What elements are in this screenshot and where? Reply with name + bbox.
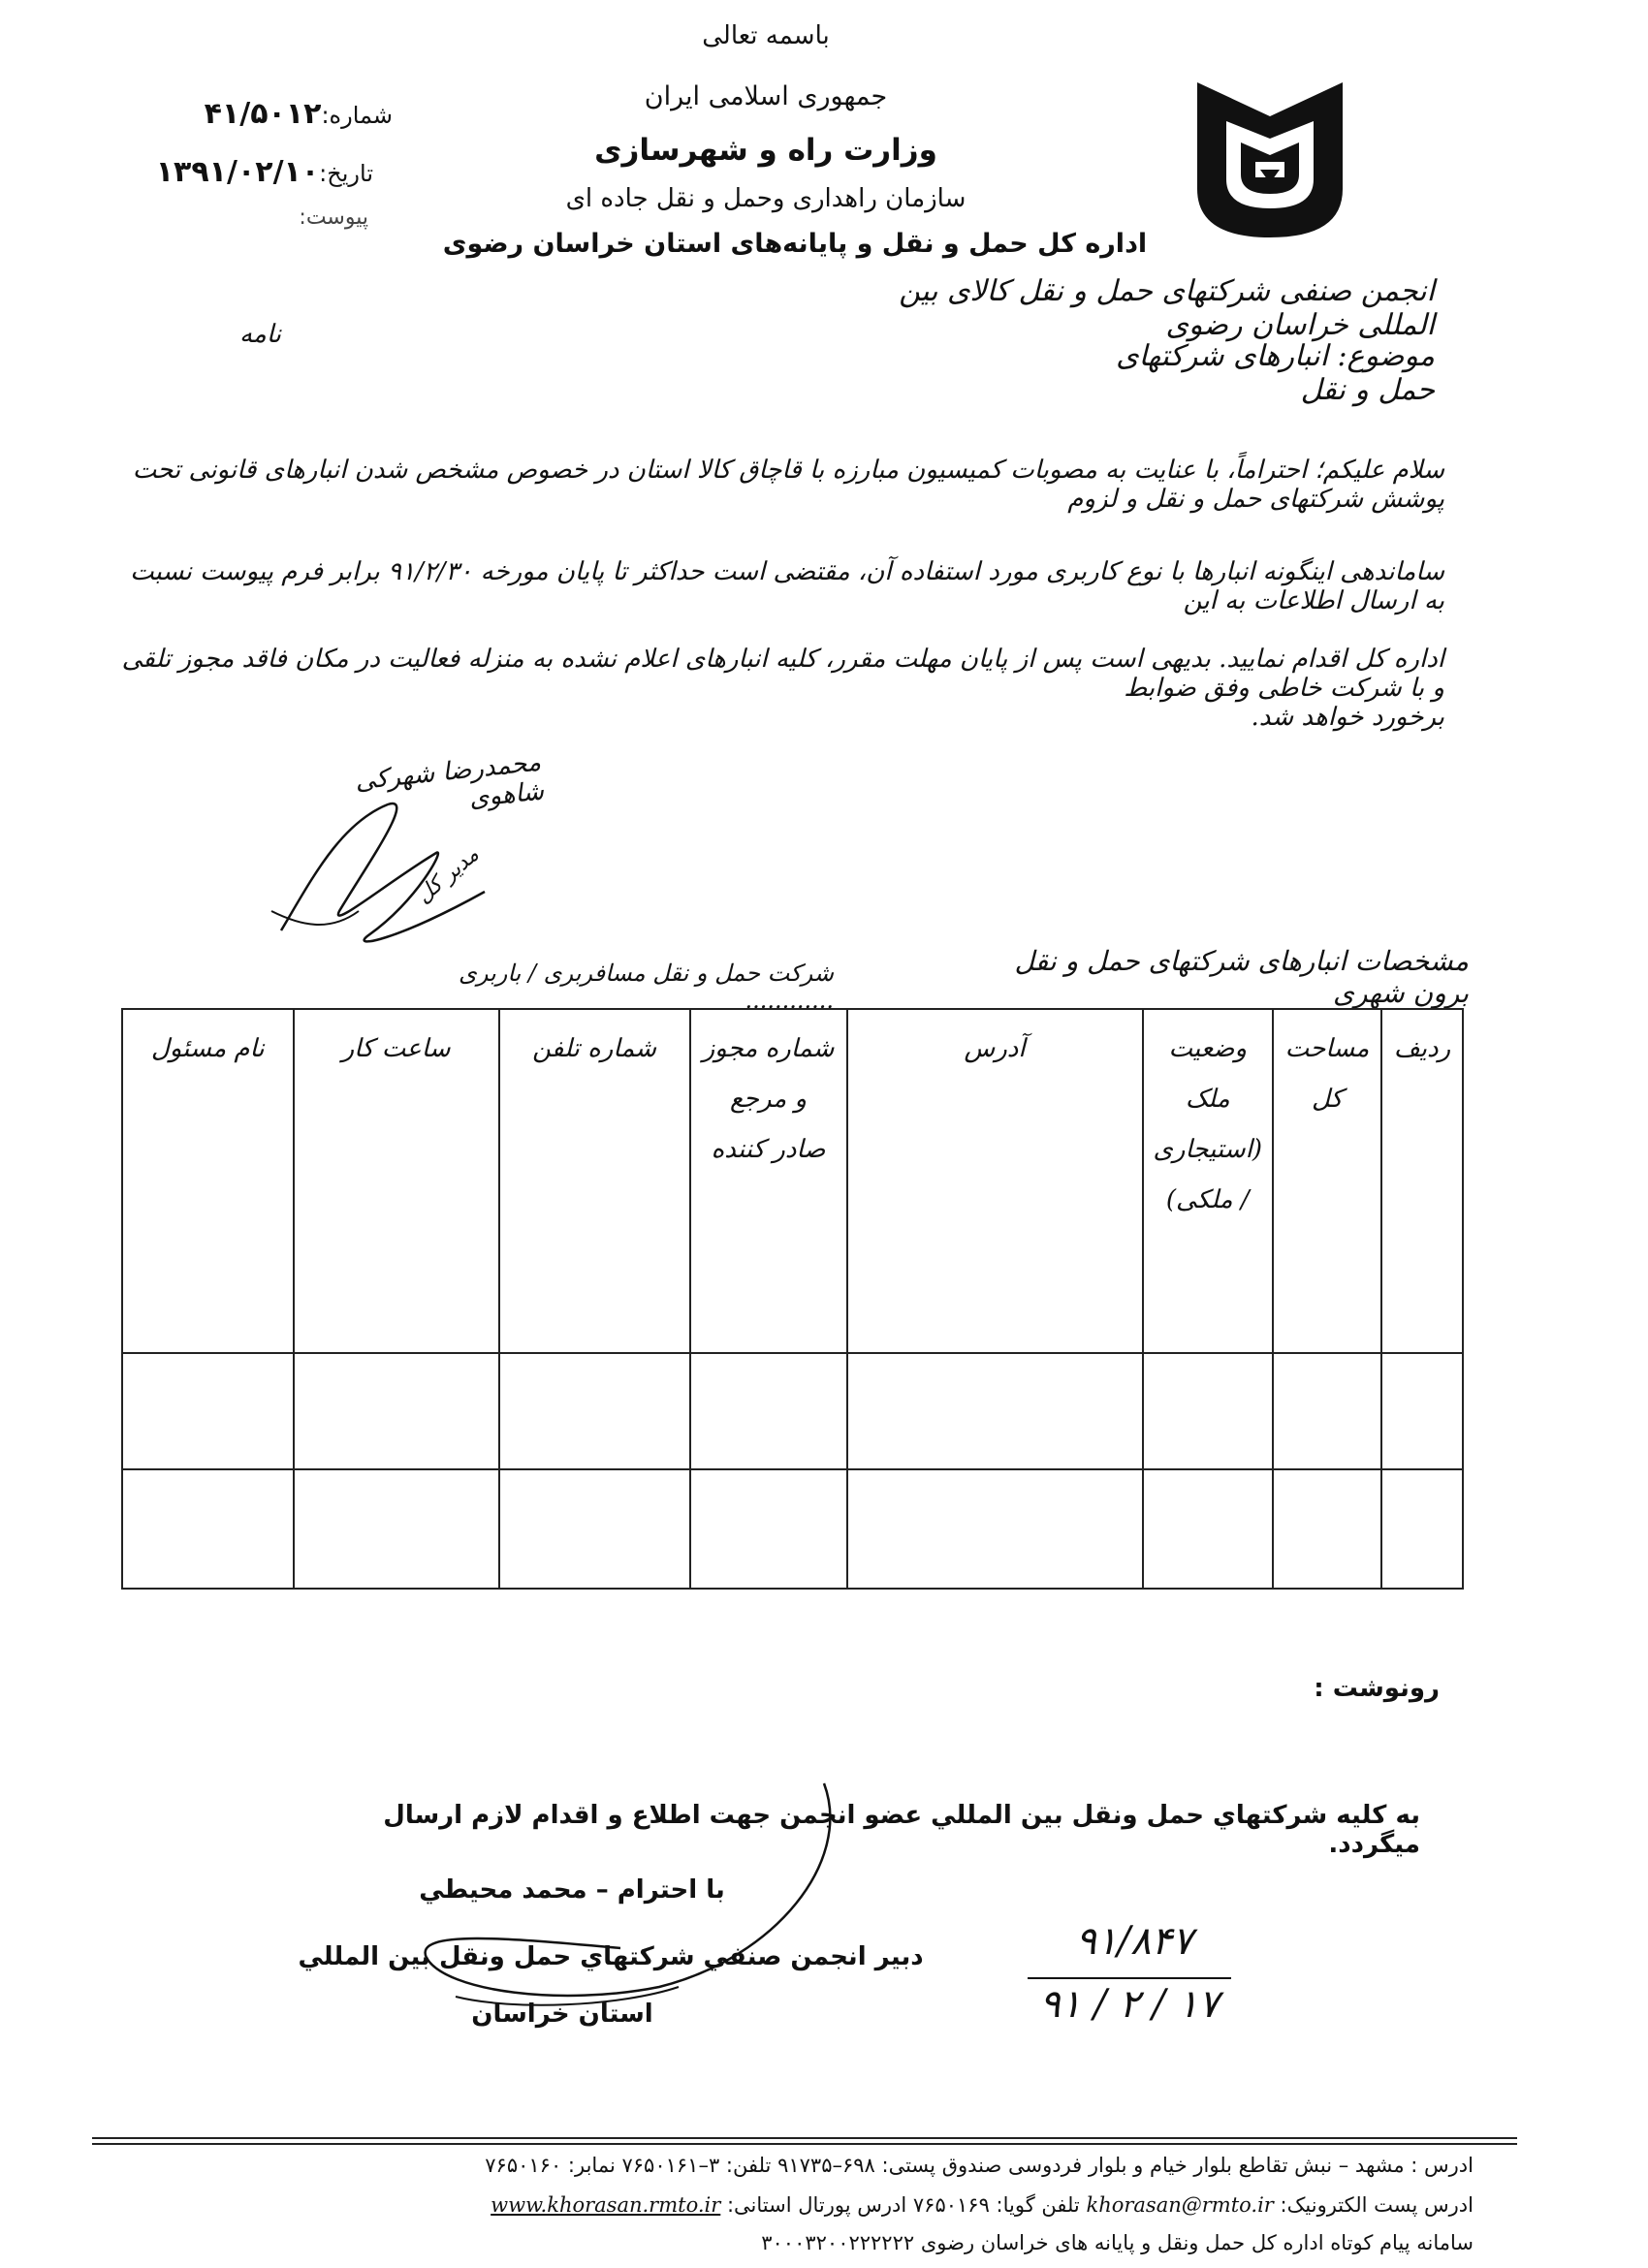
letter-recipient: انجمن صنفی شرکتهای حمل و نقل کالای بین المللی خراسان رضوی <box>899 274 1435 342</box>
handwritten-date: ۹۱ / ۲ / ۱۷ <box>1039 1982 1220 2027</box>
signature-scribble <box>252 766 504 960</box>
company-line: شرکت حمل و نقل مسافربری / باربری ............ <box>459 960 834 1014</box>
transcript-label: رونوشت : <box>1314 1674 1440 1703</box>
footer-address: ادرس : مشهد – نبش تقاطع بلوار خیام و بلوار فردوسی صندوق پستی: ۶۹۸–۹۱۷۳۵ تلفن: ۳–۷۶۵۰۱۶۱ نمابر: ۷۶۵۰۱۶۰ <box>485 2154 1474 2177</box>
warehouse-form-table <box>121 1008 1464 1590</box>
column-responsible-name: نام مسئول <box>122 1009 294 1353</box>
column-property-status: وضعیت ملک (استیجاری / ملکی) <box>1143 1009 1273 1353</box>
body-line-1: سلام علیکم؛ احتراماً، با عنایت به مصوبات کمیسیون مبارزه با قاچاق کالا استان در خصوص مشخص شدن انبارهای قانونی تحت پوشش شرکتهای حمل و نقل و لزوم <box>132 456 1444 514</box>
table-row <box>122 1353 1463 1469</box>
footer-rule-bottom <box>92 2143 1517 2145</box>
organization-name: سازمان راهداری وحمل و نقل جاده ای <box>565 184 967 213</box>
office-name: اداره کل حمل و نقل و پایانه‌های استان خراسان رضوی <box>442 229 1148 259</box>
handwritten-divider <box>1028 1977 1231 1979</box>
form-title: مشخصات انبارهای شرکتهای حمل و نقل برون شهری <box>1014 945 1469 1009</box>
transcript-regards: با احترام – محمد محیطي <box>419 1875 725 1905</box>
body-line-4: برخورد خواهد شد. <box>1251 703 1444 732</box>
bismillah: باسمه تعالی <box>702 21 830 50</box>
table-row <box>122 1469 1463 1589</box>
ministry-name: وزارت راه و شهرسازی <box>594 133 937 168</box>
column-total-area: مساحت کل <box>1273 1009 1381 1353</box>
column-phone: شماره تلفن <box>499 1009 690 1353</box>
letter-attachment: پیوست: <box>299 205 368 230</box>
footer-website[interactable]: www.khorasan.rmto.ir <box>491 2193 721 2217</box>
handwritten-number: ۹۱/۸۴۷ <box>1075 1919 1193 1964</box>
column-address: آدرس <box>847 1009 1143 1353</box>
column-working-hours: ساعت کار <box>294 1009 499 1353</box>
side-note: نامه <box>238 320 281 349</box>
table-header-row <box>122 1009 1463 1353</box>
letter-number: شماره:۴۱/۵۰۱۲ <box>204 97 393 131</box>
letter-date: تاریخ:۱۳۹۱/۰۲/۱۰ <box>155 155 373 189</box>
footer-contact: ادرس پست الکترونیک: khorasan@rmto.ir تلفن گویا: ۷۶۵۰۱۶۹ ادرس پورتال استانی: www.khorasan.rmto.ir <box>491 2193 1474 2217</box>
footer-email[interactable]: khorasan@rmto.ir <box>1086 2193 1274 2217</box>
transcript-sender-region: استان خراسان <box>471 2000 653 2029</box>
letter-subject: موضوع: انبارهای شرکتهای حمل و نقل <box>1116 339 1435 407</box>
column-row-number: ردیف <box>1381 1009 1463 1353</box>
footer-sms: سامانه پیام کوتاه اداره کل حمل ونقل و پایانه های خراسان رضوی ۳۰۰۰۳۲۰۰۲۲۲۲۲۲ <box>761 2231 1474 2254</box>
ministry-logo <box>1188 82 1352 237</box>
signature-name: محمدرضا شهرکی شاهوی <box>353 747 546 814</box>
transcript-signature-scribble <box>368 1774 853 2016</box>
signature-title: مدیر کل <box>411 842 484 909</box>
transcript-sender-title: دبیر انجمن صنفي شرکتهاي حمل ونقل بین المللي <box>298 1942 924 1971</box>
column-license: شماره مجوز و مرجع صادر کننده <box>690 1009 847 1353</box>
body-line-3: اداره کل اقدام نمایید. بدیهی است پس از پایان مهلت مقرر، کلیه انبارهای اعلام نشده به منزله فعالیت در مکان فاقد مجوز تلقی و با شرکت خاطی وفق ضوابط <box>121 645 1444 703</box>
transcript-line: به کلیه شرکتهاي حمل ونقل بین المللي عضو انجمن جهت اطلاع و اقدام لازم ارسال میگردد. <box>383 1801 1420 1859</box>
footer-rule-top <box>92 2137 1517 2139</box>
country-name: جمهوری اسلامی ایران <box>644 81 888 111</box>
body-line-2: ساماندهی اینگونه انبارها با نوع کاربری مورد استفاده آن، مقتضی است حداکثر تا پایان مورخه ۹۱/۲/۳۰ برابر فرم پیوست نسبت به ارسال اطلاعات به این <box>130 557 1444 615</box>
